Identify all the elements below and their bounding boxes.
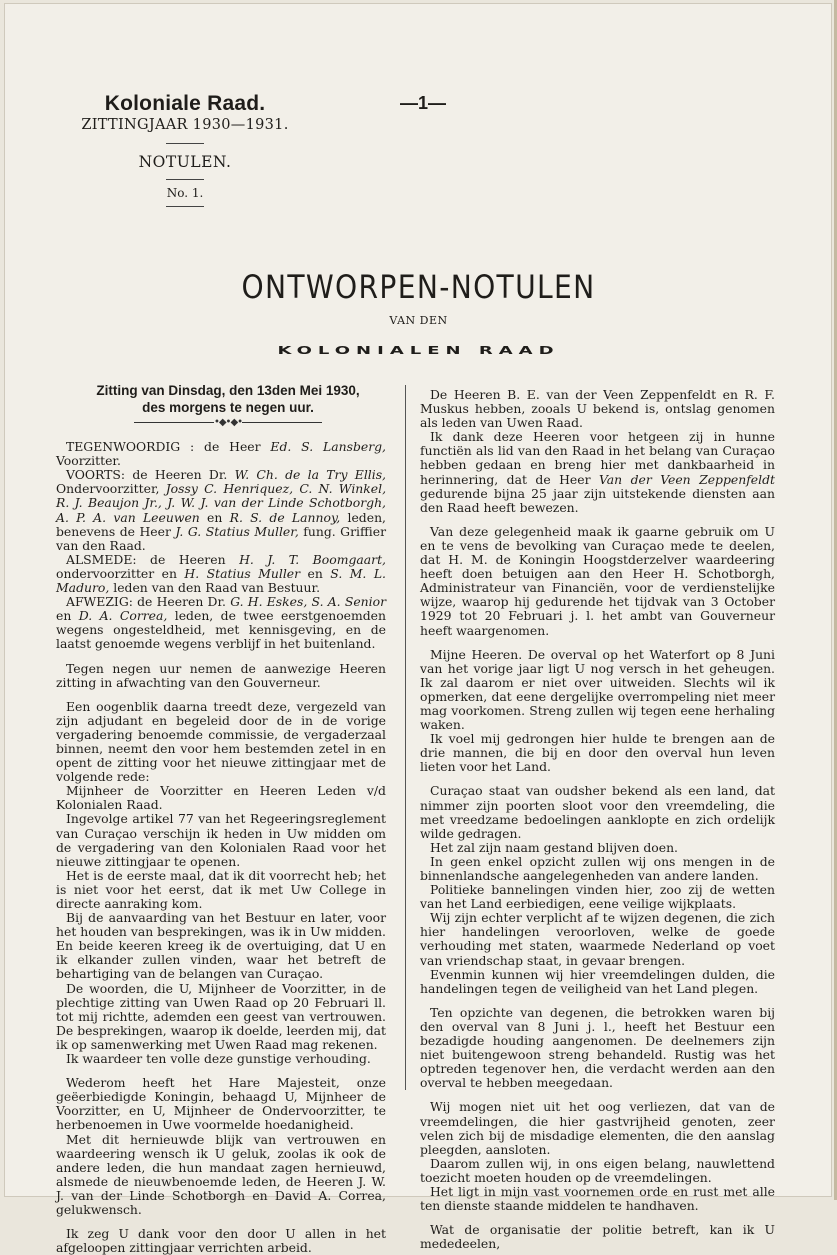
right-column — [420, 388, 775, 1251]
header-rule — [166, 143, 204, 144]
paragraph: Evenmin kunnen wij hier vreemdelingen dulden, die handelingen tegen de veiligheid van het Land plegen. — [420, 966, 775, 996]
paragraph: Ik waardeer ten volle deze gunstige verhouding. — [66, 1051, 371, 1067]
paragraph: Wederom heeft het Hare Majesteit, onze geëerbiedigde Koningin, behaagd U, Mijnheer de Voorzitter, en U, Mijnheer de Ondervoorzitter, te herbenoemen in Uwe voormelde hoedanigheid. — [56, 1075, 386, 1133]
council-title: Koloniale Raad. — [104, 92, 266, 115]
paragraph: Ik voel mij gedrongen hier hulde te brengen aan de drie mannen, die bij en door den overval hun leven lieten voor het Land. — [420, 731, 775, 775]
paragraph: Het zal zijn naam gestand blijven doen. — [430, 839, 679, 855]
paragraph: Daarom zullen wij, in ons eigen belang, nauwlettend toezicht moeten houden op de vreemdelingen. — [420, 1155, 775, 1185]
paragraph: Mijnheer de Voorzitter en Heeren Leden v/d Kolonialen Raad. — [56, 783, 386, 813]
main-title: ONTWORPEN-NOTULEN — [241, 268, 596, 306]
doc-type: NOTULEN. — [138, 153, 232, 171]
paragraph: Een oogenblik daarna treedt deze, vergezeld van zijn adjudant en begeleid door de in de vorige vergadering benoemde commissie, de vergaderzaal binnen, neemt den voor hem bestemden zetel in en opent de zitting voor het nieuwe zittingjaar met de volgende rede: — [56, 698, 386, 785]
paragraph: AFWEZIG: de Heeren Dr. G. H. Eskes, S. A. Senior en D. A. Correa, leden, de twee eerstgenoemden wegens ongesteldheid, met kennisgeving, en de laatst genoemde wegens verblijf in het buitenland. — [56, 594, 386, 652]
paragraph: Curaçao staat van oudsher bekend als een land, dat nimmer zijn poorten sloot voor den vreemdeling, die met vreedzame bedoelingen aanklopte en zich ordelijk wilde gedragen. — [420, 783, 775, 841]
sitting-line-1: Zitting van Dinsdag, den 13den Mei 1930, — [96, 383, 360, 398]
left-column — [56, 382, 386, 1255]
council-name: KOLONIALEN RAAD — [277, 344, 560, 357]
ornament-glyph: •◆•◆• — [213, 417, 243, 428]
header-rule — [166, 206, 204, 207]
paragraph: TEGENWOORDIG : de Heer Ed. S. Lansberg, Voorzitter. — [56, 439, 386, 469]
doc-number: No. 1. — [166, 186, 204, 200]
paragraph: Ten opzichte van degenen, die betrokken waren bij den overval van 8 Juni j. l., heeft het Bestuur een bezadigde houding aangenomen. De deelnemers zijn niet buitengewoon streng behandeld. Rustig was het optreden tegenover hen, die verdacht werden aan den overval te hebben meegedaan. — [420, 1004, 775, 1091]
paragraph: Bij de aanvaarding van het Bestuur en later, voor het houden van besprekingen, was ik in Uw midden. En beide keeren kreeg ik de overtuiging, dat U en ik elkander zullen vinden, waar het betreft de behartiging van de belangen van Curaçao. — [56, 910, 386, 982]
paragraph: Ingevolge artikel 77 van het Regeeringsreglement van Curaçao verschijn ik heden in Uw midden om de vergadering van den Kolonialen Raad voor het nieuwe zittingjaar te openen. — [56, 811, 386, 869]
subtitle: VAN DEN — [389, 314, 448, 327]
paragraph: Van deze gelegenheid maak ik gaarne gebruik om U en te vens de bevolking van Curaçao mede te deelen, dat H. M. de Koningin Hoogstderzelver waardeering heeft doen betuigen aan den Heer H. Schotborgh, Administrateur van Financiën, voor de verdienstelijke wijze, waarop hij gedurende het tijdvak van 3 October 1929 tot 20 Februari j. l. het ambt van Gouverneur heeft waargenomen. — [420, 523, 775, 638]
paragraph: Tegen negen uur nemen de aanwezige Heeren zitting in afwachting van den Gouverneur. — [56, 660, 386, 690]
paragraph: VOORTS: de Heeren Dr. W. Ch. de la Try Ellis, Ondervoorzitter, Jossy C. Henriquez, C. N. Winkel, R. J. Beaujon Jr., J. W. J. van der Linde Schotborgh, A. P. A. van Leeuwen en R. S. de Lannoy, leden, benevens de Heer J. G. Statius Muller, fung. Griffier van den Raad. — [56, 467, 387, 553]
paragraph: Wij zijn echter verplicht af te wijzen degenen, die zich hier handelingen veroorloven, welke de goede verhouding met staten, waarmede Nederland op voet van vriendschap staat, in gevaar brengen. — [420, 910, 775, 968]
paragraph: Het ligt in mijn vast voornemen orde en rust met alle ten dienste staande middelen te handhaven. — [420, 1183, 775, 1214]
paragraph: De Heeren B. E. van der Veen Zeppenfeldt en R. F. Muskus hebben, zooals U bekend is, ontslag genomen als leden van Uwen Raad. — [420, 387, 775, 431]
page-number: —1— — [400, 93, 447, 113]
session-year: ZITTINGJAAR 1930—1931. — [81, 117, 289, 133]
paragraph: Wat de organisatie der politie betreft, kan ik U mededeelen, — [420, 1222, 775, 1252]
paragraph: De woorden, die U, Mijnheer de Voorzitter, in de plechtige zitting van Uwen Raad op 20 Februari ll. tot mij richtte, ademden een geest van vertrouwen. De besprekingen, waarop ik doelde, leerden mij, dat ik op samenwerking met Uwen Raad mag rekenen. — [56, 980, 386, 1052]
header-rule — [166, 179, 204, 180]
paragraph: ALSMEDE: de Heeren H. J. T. Boomgaart, ondervoorzitter en H. Statius Muller en S. M. L. Maduro, leden van den Raad van Bestuur. — [56, 551, 386, 596]
paragraph: Ik dank deze Heeren voor hetgeen zij in hunne functiën als lid van den Raad in het belang van Curaçao hebben gedaan en breng hier met dankbaarheid in herinnering, dat de Heer Van der Veen Zeppenfeldt gedurende bijna 25 jaar zijn uitstekende diensten aan den Raad heeft bewezen. — [420, 429, 775, 515]
paragraph: In geen enkel opzicht zullen wij ons mengen in de binnenlandsche aangelegenheden van andere landen. — [420, 853, 775, 883]
column-divider — [405, 385, 406, 1090]
paragraph: Het is de eerste maal, dat ik dit voorrecht heb; het is niet voor het eerst, dat ik met Uw College in directe aanraking kom. — [56, 867, 386, 911]
paragraph: Wij mogen niet uit het oog verliezen, dat van de vreemdelingen, die hier gastvrijheid genoten, zeer velen zich bij de misdadige elementen, die den aanslag pleegden, aansloten. — [420, 1099, 775, 1157]
paragraph: Met dit hernieuwde blijk van vertrouwen en waardeering wensch ik U geluk, zoolas ik ook de andere leden, die hun mandaat zagen hernieuwd, alsmede de nieuwbenoemde leden, de Heeren J. W. J. van der Linde Schotborgh en David A. Correa, gelukwensch. — [56, 1131, 386, 1217]
sitting-line-2: des morgens te negen uur. — [142, 400, 314, 415]
paragraph: Politieke bannelingen vinden hier, zoo zij de wetten van het Land eerbiedigen, eene veilige wijkplaats. — [420, 882, 775, 912]
paragraph: Mijne Heeren. De overval op het Waterfort op 8 Juni van het vorige jaar ligt U nog versch in het geheugen. Ik zal daarom er niet over uitweiden. Slechts wil ik opmerken, dat eene dergelijke overrompeling niet meer mag voorkomen. Streng zullen wij tegen eene herhaling waken. — [420, 646, 775, 733]
ornament-rule — [70, 416, 386, 430]
paragraph: Ik zeg U dank voor den door U allen in het afgeloopen zittingjaar verrichten arbeid. — [56, 1226, 386, 1255]
header-block — [70, 92, 300, 207]
sitting-heading — [70, 382, 386, 416]
